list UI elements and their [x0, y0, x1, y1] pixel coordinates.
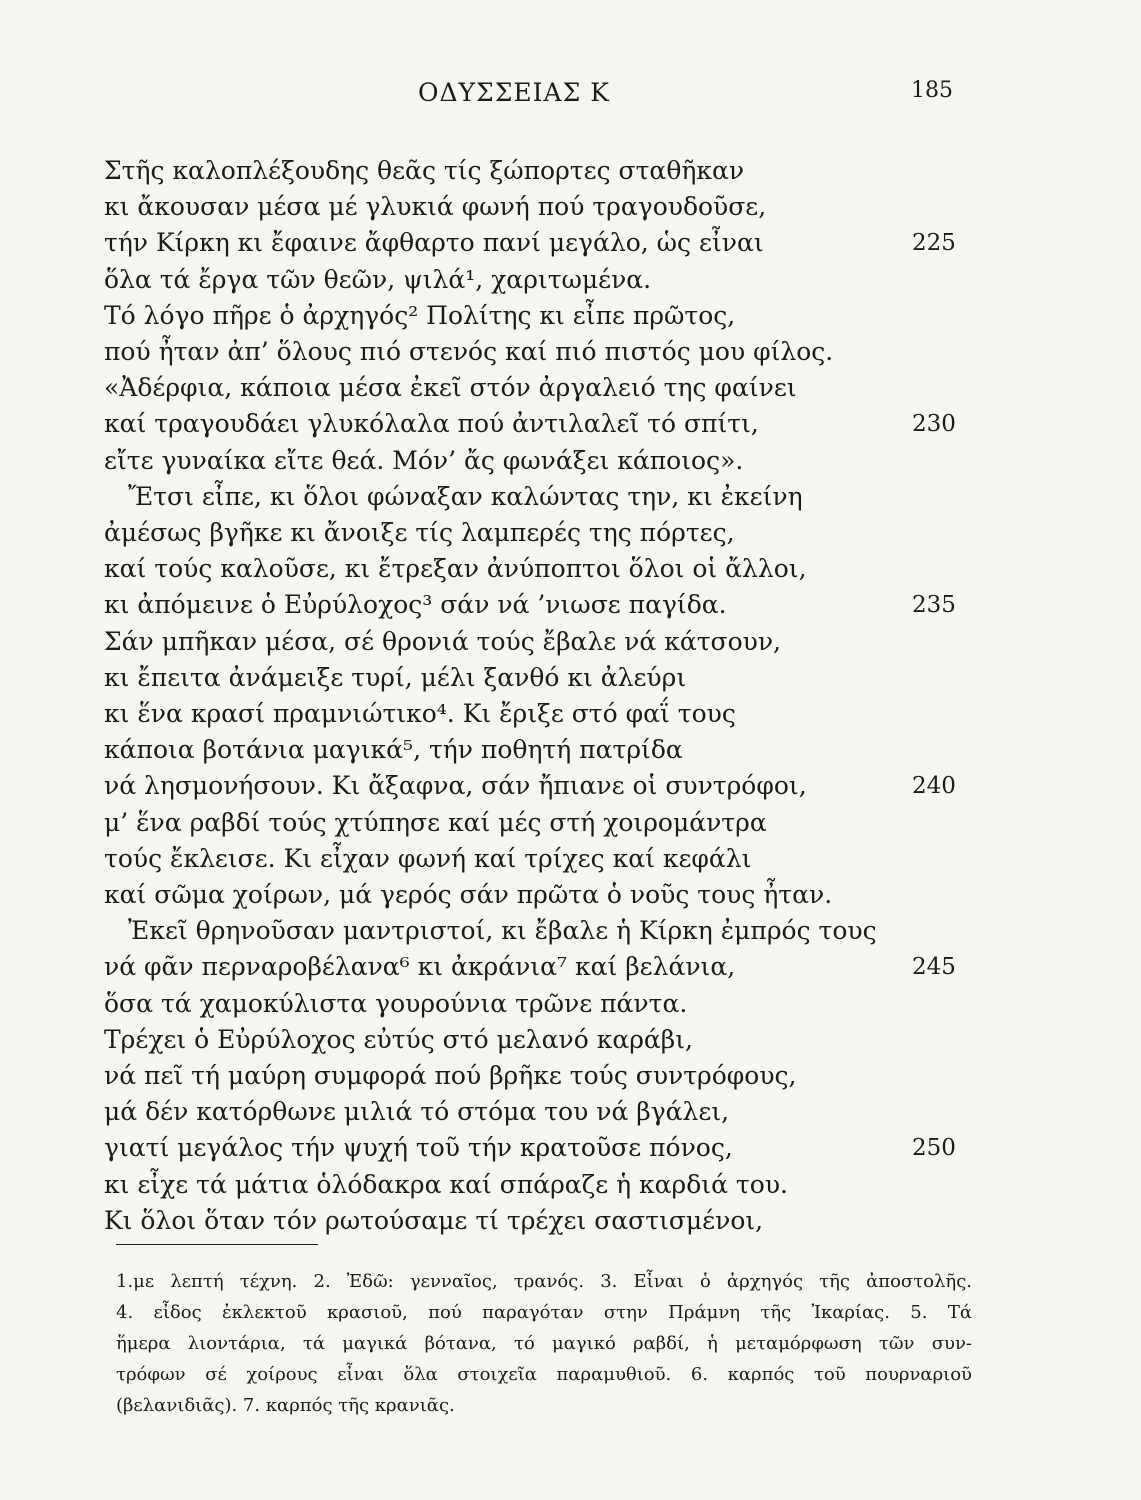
- verse-line: Σάν μπῆκαν μέσα, σέ θρονιά τούς ἔβαλε νά κάτσουν,: [104, 626, 781, 656]
- line-number: 250: [912, 1135, 956, 1162]
- line-number: 235: [912, 592, 956, 619]
- line-number: 230: [912, 411, 956, 438]
- verse-line: τούς ἔκλεισε. Κι εἶχαν φωνή καί τρίχες καί κεφάλι: [104, 843, 752, 873]
- footnote-line: (βελανιδιᾶς). 7. καρπός τῆς κρανιᾶς.: [116, 1395, 455, 1416]
- verse-line: Στῆς καλοπλέξουδης θεᾶς τίς ξώπορτες σταθῆκαν: [104, 156, 745, 185]
- verse-line: Ἐκεῖ θρηνοῦσαν μαντριστοί, κι ἔβαλε ἡ Κίρκη ἐμπρός τους: [128, 916, 877, 946]
- verse-line: κι εἶχε τά μάτια ὁλόδακρα καί σπάραζε ἡ καρδιά του.: [104, 1169, 788, 1199]
- page-number: 185: [911, 78, 953, 103]
- footnote-line: ἥμερα λιοντάρια, τά μαγικά βότανα, τό μαγικό ραβδί, ἡ μεταμόρφωση τῶν συν-: [116, 1333, 972, 1354]
- verse-line: Τρέχει ὁ Εὐρύλοχος εὐτύς στό μελανό καράβι,: [104, 1024, 693, 1054]
- running-title: ΟΔΥΣΣΕΙΑΣ Κ: [418, 78, 610, 107]
- verse-line: κι ἕνα κρασί πραμνιώτικο⁴. Κι ἔριξε στό φαΐ τους: [104, 699, 736, 728]
- footnote-line: 1.με λεπτή τέχνη. 2. Ἐδῶ: γενναῖος, τρανός. 3. Εἶναι ὁ ἀρχηγός τῆς ἀποστολῆς.: [116, 1271, 972, 1292]
- verse-line: κάποια βοτάνια μαγικά⁵, τήν ποθητή πατρίδα: [104, 735, 683, 765]
- verse-line: πού ἦταν ἀπ’ ὅλους πιό στενός καί πιό πιστός μου φίλος.: [104, 337, 834, 366]
- footnotes: [116, 1266, 972, 1421]
- verse-line: κι ἄκουσαν μέσα μέ γλυκιά φωνή πού τραγουδοῦσε,: [104, 192, 767, 222]
- footnote-divider: [116, 1244, 318, 1245]
- footnote-line: τρόφων σέ χοίρους εἶναι ὅλα στοιχεῖα παραμυθιοῦ. 6. καρπός τοῦ πουρναριοῦ: [116, 1364, 972, 1385]
- verse-line: ἀμέσως βγῆκε κι ἄνοιξε τίς λαμπερές της πόρτες,: [104, 518, 735, 547]
- verse-line: Ἔτσι εἶπε, κι ὅλοι φώναξαν καλώντας την, κι ἐκείνη: [128, 481, 803, 511]
- verse-line: ὅλα τά ἔργα τῶν θεῶν, ψιλά¹, χαριτωμένα.: [104, 264, 652, 294]
- verse-line: νά λησμονήσουν. Κι ἄξαφνα, σάν ἤπιανε οἱ συντρόφοι,: [104, 771, 807, 801]
- verse-line: καί σῶμα χοίρων, μά γερός σάν πρῶτα ὁ νοῦς τους ἦταν.: [104, 880, 833, 909]
- verse-line: γιατί μεγάλος τήν ψυχή τοῦ τήν κρατοῦσε πόνος,: [104, 1133, 733, 1163]
- verse-line: Τό λόγο πῆρε ὁ ἀρχηγός² Πολίτης κι εἶπε πρῶτος,: [104, 300, 736, 330]
- line-number: 245: [912, 954, 956, 981]
- verse-line: «Ἀδέρφια, κάποια μέσα ἐκεῖ στόν ἀργαλειό της φαίνει: [104, 373, 797, 403]
- verse-line: τήν Κίρκη κι ἔφαινε ἄφθαρτο πανί μεγάλο, ὡς εἶναι: [104, 228, 764, 258]
- verse-line: νά πεῖ τή μαύρη συμφορά πού βρῆκε τούς συντρόφους,: [104, 1061, 797, 1090]
- line-number: 240: [912, 773, 956, 800]
- page-header: [0, 78, 1141, 118]
- verse-line: κι ἀπόμεινε ὁ Εὐρύλοχος³ σάν νά ’νιωσε παγίδα.: [104, 590, 727, 620]
- verse-line: Κι ὅλοι ὅταν τόν ρωτούσαμε τί τρέχει σαστισμένοι,: [104, 1205, 764, 1235]
- verse-line: καί τούς καλοῦσε, κι ἔτρεξαν ἀνύποπτοι ὅλοι οἱ ἄλλοι,: [104, 554, 807, 584]
- footnote-line: 4. εἶδος ἐκλεκτοῦ κρασιοῦ, πού παραγόταν στην Πράμνη τῆς Ἰκαρίας. 5. Τά: [116, 1302, 972, 1323]
- verse-line: ὅσα τά χαμοκύλιστα γουρούνια τρῶνε πάντα.: [104, 988, 688, 1018]
- line-number: 225: [912, 230, 956, 257]
- verse-line: μ’ ἕνα ραβδί τούς χτύπησε καί μές στή χοιρομάντρα: [104, 807, 767, 837]
- verse-line: καί τραγουδάει γλυκόλαλα πού ἀντιλαλεῖ τό σπίτι,: [104, 409, 759, 439]
- verse-line: μά δέν κατόρθωνε μιλιά τό στόμα του νά βγάλει,: [104, 1097, 730, 1127]
- verse-line: κι ἔπειτα ἀνάμειξε τυρί, μέλι ξανθό κι ἀλεύρι: [104, 662, 687, 692]
- verse-line: νά φᾶν περναροβέλανα⁶ κι ἀκράνια⁷ καί βελάνια,: [104, 952, 736, 982]
- verse-line: εἴτε γυναίκα εἴτε θεά. Μόν’ ἄς φωνάξει κάποιος».: [104, 445, 744, 475]
